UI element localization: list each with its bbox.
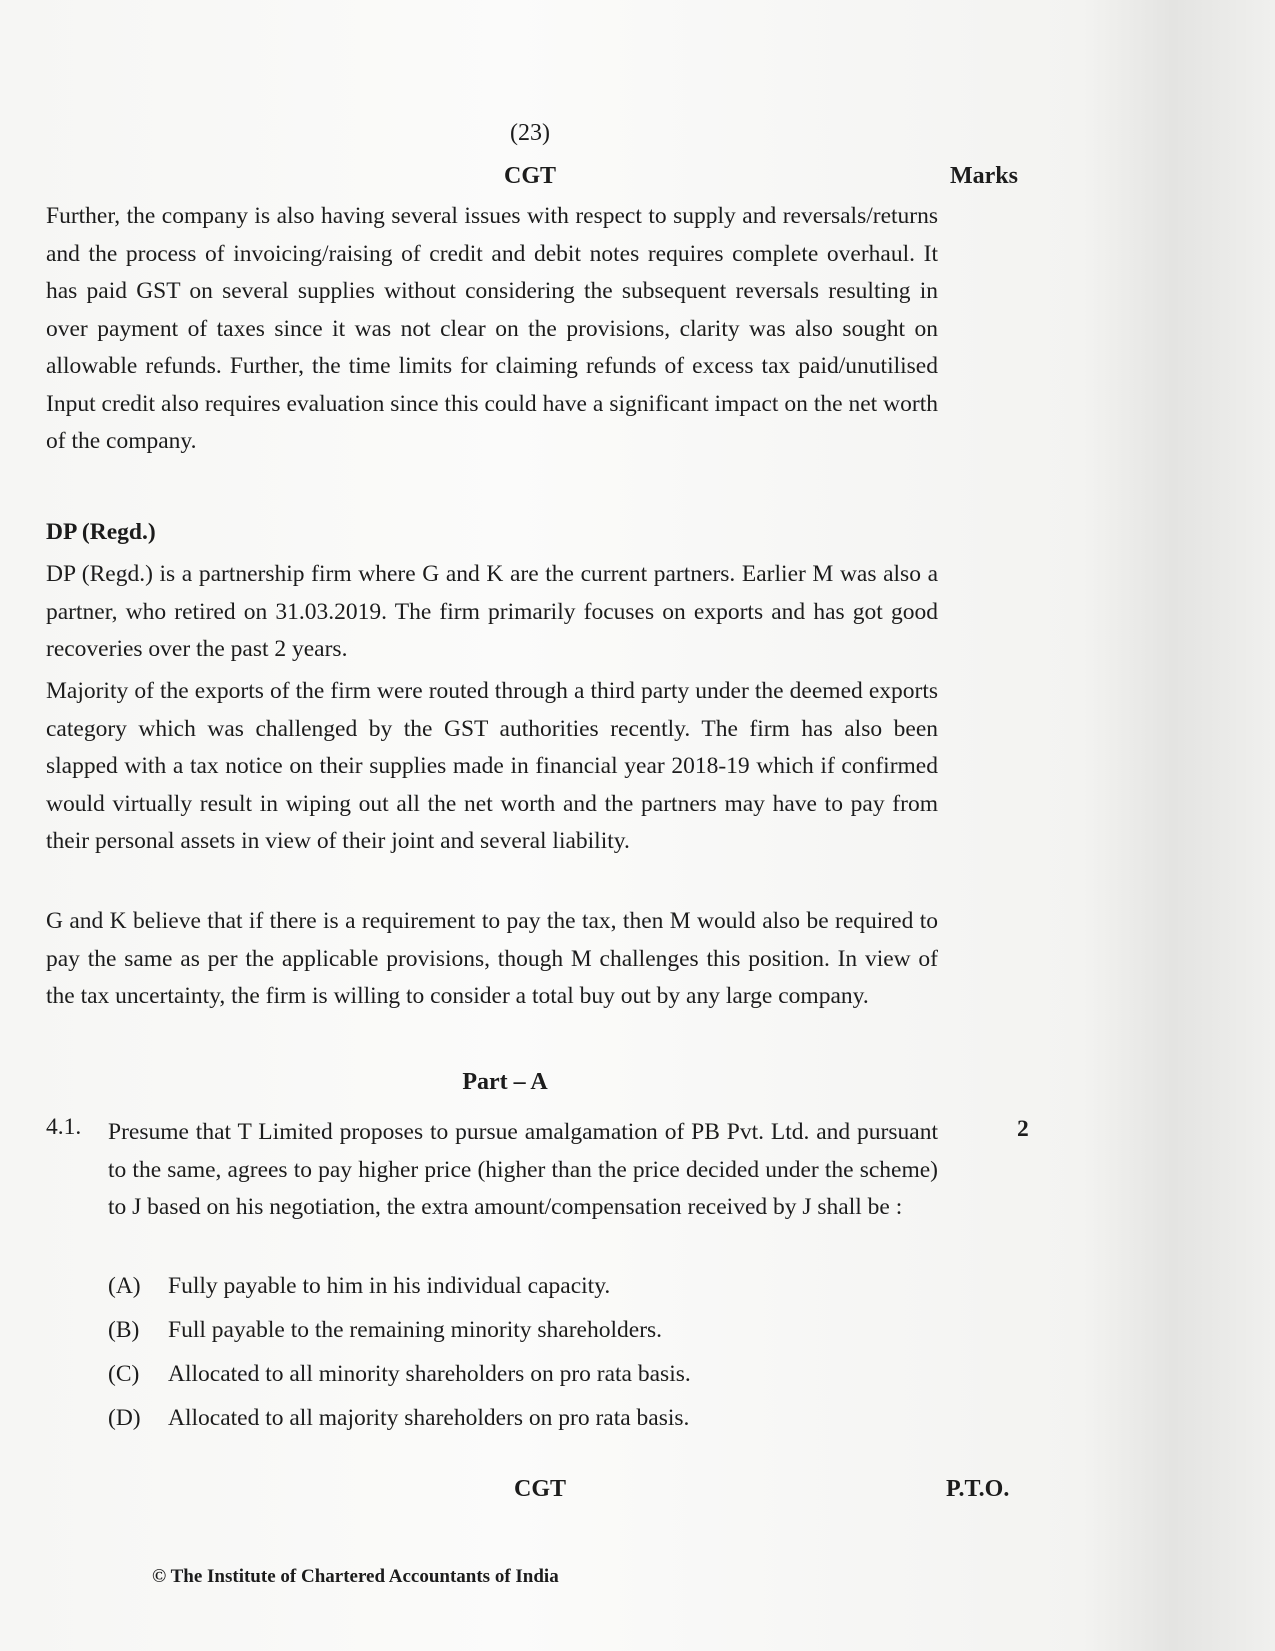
option-c — [108, 1352, 691, 1396]
option-label: (D) — [108, 1405, 141, 1431]
paragraph-company-issues: Further, the company is also having several issues with respect to supply and reversals/returns and the process of invoicing/raising of credit and debit notes requires complete overhaul. It has paid GST on several supplies without considering the subsequent reversals resulting in over payment of taxes since it was not clear on the provisions, clarity was also sought on allowable refunds. Further, the time limits for claiming refunds of excess tax paid/unutilised Input credit also requires evaluation since this could have a significant impact on the net worth of the company. — [46, 203, 938, 454]
option-d — [108, 1396, 691, 1440]
answer-options — [108, 1264, 691, 1440]
paragraph-dp-partnership: DP (Regd.) is a partnership firm where G and K are the current partners. Earlier M was also a partner, who retired on 31.03.2019. The firm primarily focuses on exports and has got good recoveries over the past 2 years. — [46, 561, 938, 662]
option-text: Fully payable to him in his individual capacity. — [168, 1273, 611, 1299]
page-number: (23) — [510, 120, 550, 146]
option-text: Allocated to all majority shareholders on pro rata basis. — [168, 1405, 690, 1431]
part-title: Part – A — [462, 1069, 548, 1095]
footer-pto: P.T.O. — [946, 1476, 1010, 1502]
paragraph-tax-liability: G and K believe that if there is a requirement to pay the tax, then M would also be required to pay the same as per the applicable provisions, though M challenges this position. In view of the tax uncertainty, the firm is willing to consider a total buy out by any large company. — [46, 908, 938, 1009]
paragraph-exports-notice: Majority of the exports of the firm were routed through a third party under the deemed exports category which was challenged by the GST authorities recently. The firm has also been slapped with a tax notice on their supplies made in financial year 2018-19 which if confirmed would virtually result in wiping out all the net worth and the partners may have to pay from their personal assets in view of their joint and several liability. — [46, 678, 938, 854]
footer-paper-code: CGT — [513, 1476, 566, 1502]
question-number: 4.1. — [46, 1114, 82, 1140]
section-heading-dp-regd: DP (Regd.) — [46, 519, 156, 545]
option-label: (C) — [108, 1361, 140, 1387]
header-paper-code: CGT — [503, 163, 556, 189]
option-a — [108, 1264, 691, 1308]
option-label: (A) — [108, 1273, 141, 1299]
option-b — [108, 1308, 691, 1352]
option-label: (B) — [108, 1317, 140, 1343]
marks-column-label: Marks — [950, 163, 1018, 189]
question-marks: 2 — [1017, 1116, 1029, 1142]
copyright-notice: © The Institute of Chartered Accountants of India — [152, 1566, 559, 1587]
option-text: Allocated to all minority shareholders on pro rata basis. — [168, 1361, 691, 1387]
option-text: Full payable to the remaining minority shareholders. — [168, 1317, 663, 1343]
question-text: Presume that T Limited proposes to pursue amalgamation of PB Pvt. Ltd. and pursuant to the same, agrees to pay higher price (higher than the price decided under the scheme) to J based on his negotiation, the extra amount/compensation received by J shall be : — [108, 1119, 938, 1220]
